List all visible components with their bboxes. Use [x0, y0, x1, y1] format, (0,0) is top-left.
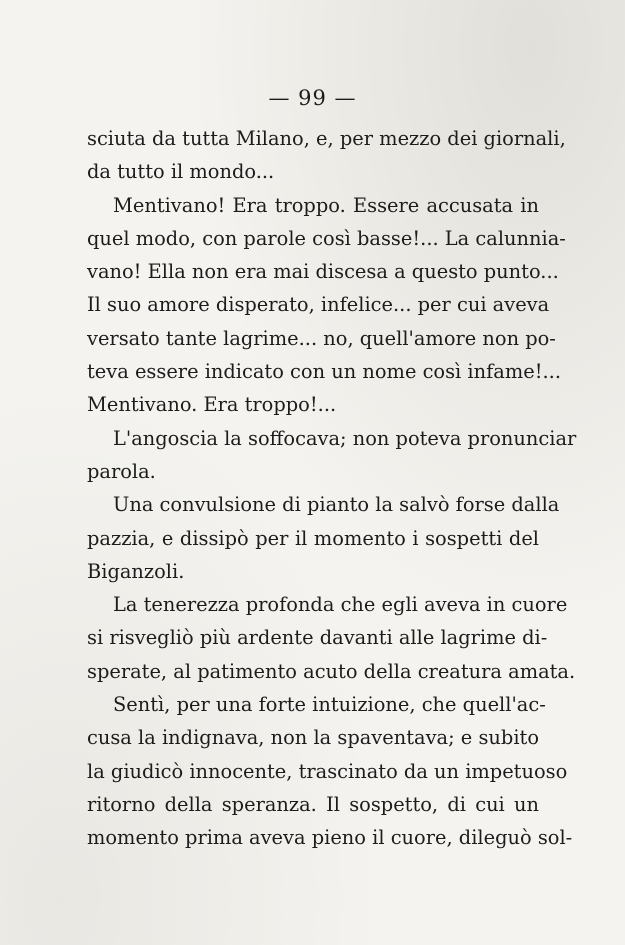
text-line: Mentivano. Era troppo!...: [87, 393, 337, 417]
text-line: Il suo amore disperato, infelice... per cui aveva: [87, 293, 550, 317]
body-text: [87, 122, 577, 855]
text-line: quel modo, con parole così basse!... La calunnia-: [87, 226, 566, 250]
text-line: parola.: [87, 459, 156, 483]
text-line: cusa la indignava, non la spaventava; e subito: [87, 726, 539, 750]
text-line: ritorno della speranza. Il sospetto, di cui un: [87, 792, 539, 816]
text-line: Sentì, per una forte intuizione, che quell'ac-: [113, 693, 546, 717]
text-line: la giudicò innocente, trascinato da un impetuoso: [87, 759, 568, 783]
text-line: Mentivano! Era troppo. Essere accusata in: [113, 193, 539, 217]
text-line: vano! Ella non era mai discesa a questo punto...: [87, 260, 559, 284]
text-line: sciuta da tutta Milano, e, per mezzo dei giornali,: [87, 127, 566, 150]
text-line: da tutto il mondo...: [87, 160, 275, 184]
text-line: teva essere indicato con un nome così infame!...: [87, 360, 562, 384]
text-line: versato tante lagrime... no, quell'amore non po-: [87, 326, 556, 350]
text-line: sperate, al patimento acuto della creatura amata.: [87, 659, 576, 683]
text-line: L'angoscia la soffocava; non poteva pronunciar: [113, 426, 577, 450]
text-line: pazzia, e dissipò per il momento i sospetti del: [87, 526, 539, 550]
text-line: Una convulsione di pianto la salvò forse dalla: [113, 493, 560, 517]
page-number: — 99 —: [268, 86, 357, 110]
text-line: Biganzoli.: [87, 559, 185, 583]
text-line: si risvegliò più ardente davanti alle lagrime di-: [87, 626, 548, 650]
text-line: momento prima aveva pieno il cuore, dileguò sol-: [87, 826, 573, 850]
text-line: La tenerezza profonda che egli aveva in cuore: [113, 593, 568, 617]
